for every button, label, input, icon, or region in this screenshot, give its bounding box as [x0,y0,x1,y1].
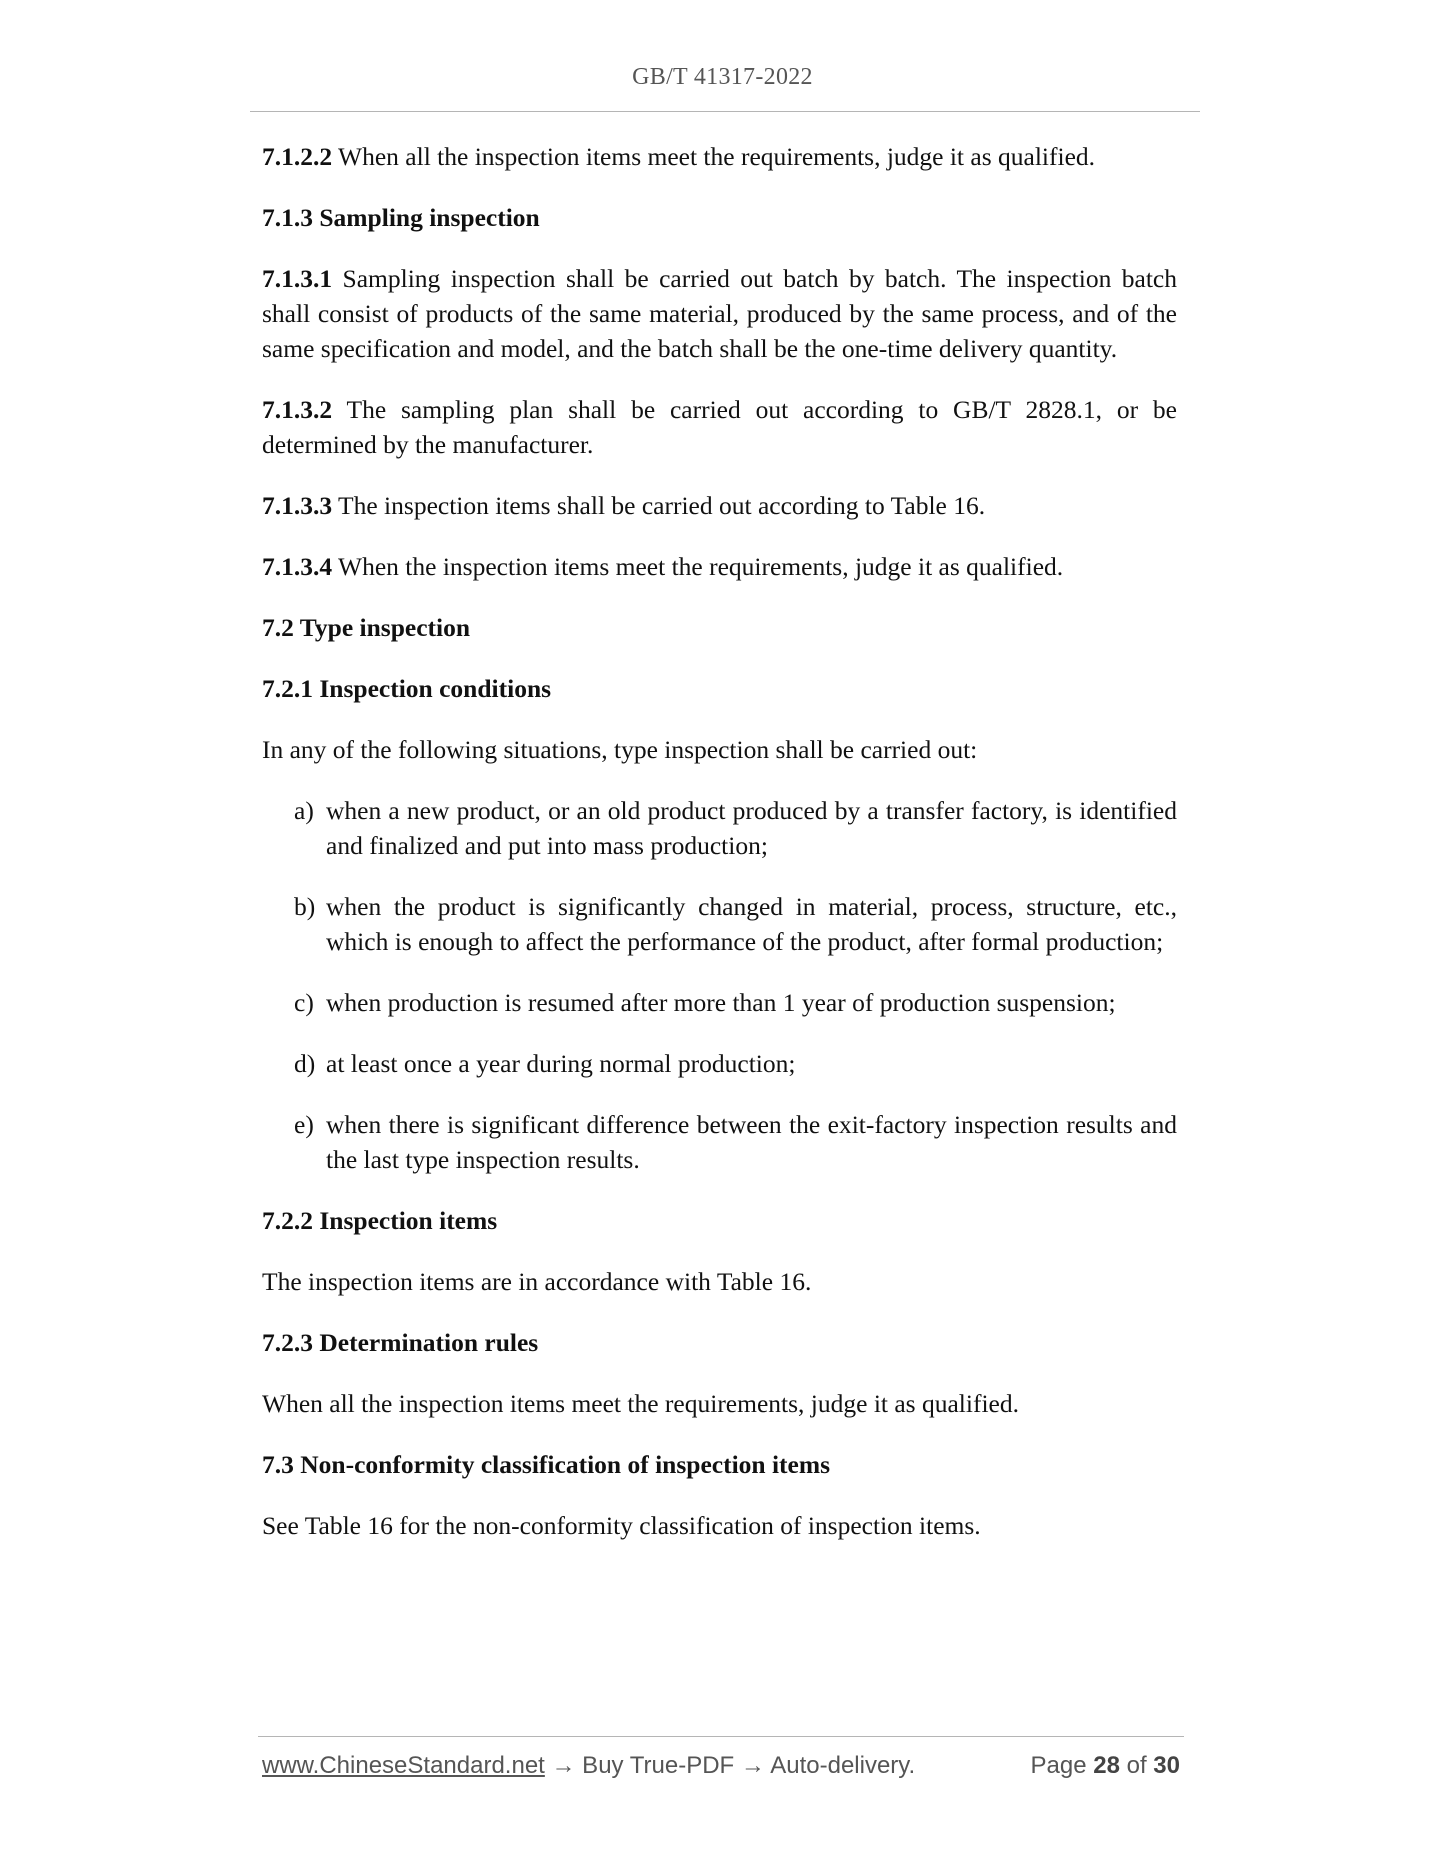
list-item-text: when production is resumed after more than 1 year of production suspension; [326,988,1116,1017]
clause-number: 7.1.3.2 [262,395,333,424]
list-item [294,985,1177,1020]
page-total: 30 [1153,1752,1180,1779]
list-marker: d) [294,1049,316,1078]
heading-7-2: 7.2 Type inspection [262,613,471,642]
page-label: Page [1030,1752,1087,1779]
clause-number: 7.1.3.3 [262,491,333,520]
list-item [294,793,1177,863]
clause-7-1-3-1 [262,261,1177,366]
clause-text: Sampling inspection shall be carried out batch by batch. The inspection batch shall consist of products of the same material, produced by the same process, and of the same specification and model, and the batch shall be the one-time delivery quantity. [262,264,1177,363]
clause-number: 7.1.3.1 [262,264,333,293]
page-of: of [1126,1752,1147,1779]
clause-text: The sampling plan shall be carried out according to GB/T 2828.1, or be determined by the manufacturer. [262,395,1177,459]
heading-7-3: 7.3 Non-conformity classification of inspection items [262,1450,831,1479]
list-marker: a) [294,796,314,825]
page-header: GB/T 41317-2022 [632,64,813,90]
clause-text: When all the inspection items meet the requirements, judge it as qualified. [332,142,1096,171]
heading-7-2-3: 7.2.3 Determination rules [262,1328,539,1357]
page-number [1031,1752,1181,1780]
footer-promo-text: → Buy True-PDF → Auto-delivery. [544,1752,916,1779]
heading-7-1-3: 7.1.3 Sampling inspection [262,203,540,232]
clause-7-2-1-intro: In any of the following situations, type inspection shall be carried out: [262,735,978,764]
heading-7-2-2: 7.2.2 Inspection items [262,1206,498,1235]
heading-7-2-1: 7.2.1 Inspection conditions [262,674,552,703]
website-link[interactable]: www.ChineseStandard.net [262,1752,545,1779]
list-marker: c) [294,988,314,1017]
footer-divider [258,1736,1184,1737]
list-item [294,889,1177,959]
header-divider [250,111,1200,112]
situation-list [262,793,1177,1177]
page-current: 28 [1093,1752,1120,1779]
footer-promo [262,1752,915,1780]
clause-text: When the inspection items meet the requirements, judge it as qualified. [332,552,1064,581]
clause-7-2-3: When all the inspection items meet the requirements, judge it as qualified. [262,1389,1019,1418]
clause-7-2-2: The inspection items are in accordance with Table 16. [262,1267,812,1296]
clause-7-1-3-2 [262,392,1177,462]
clause-text: The inspection items shall be carried out according to Table 16. [332,491,986,520]
list-item-text: when a new product, or an old product produced by a transfer factory, is identified and finalized and put into mass production; [326,796,1177,860]
clause-number: 7.1.3.4 [262,552,333,581]
list-marker: e) [294,1110,314,1139]
clause-7-3: See Table 16 for the non-conformity classification of inspection items. [262,1511,981,1540]
list-marker: b) [294,892,316,921]
list-item [294,1046,1177,1081]
list-item [294,1107,1177,1177]
list-item-text: when the product is significantly changed in material, process, structure, etc., which is enough to affect the performance of the product, after formal production; [326,892,1177,956]
clause-7-1-2-2 [262,139,1177,174]
list-item-text: when there is significant difference between the exit-factory inspection results and the last type inspection results. [326,1110,1177,1174]
document-body [262,139,1177,1569]
clause-7-1-3-4 [262,549,1177,584]
clause-7-1-3-3 [262,488,1177,523]
list-item-text: at least once a year during normal production; [326,1049,796,1078]
clause-number: 7.1.2.2 [262,142,333,171]
